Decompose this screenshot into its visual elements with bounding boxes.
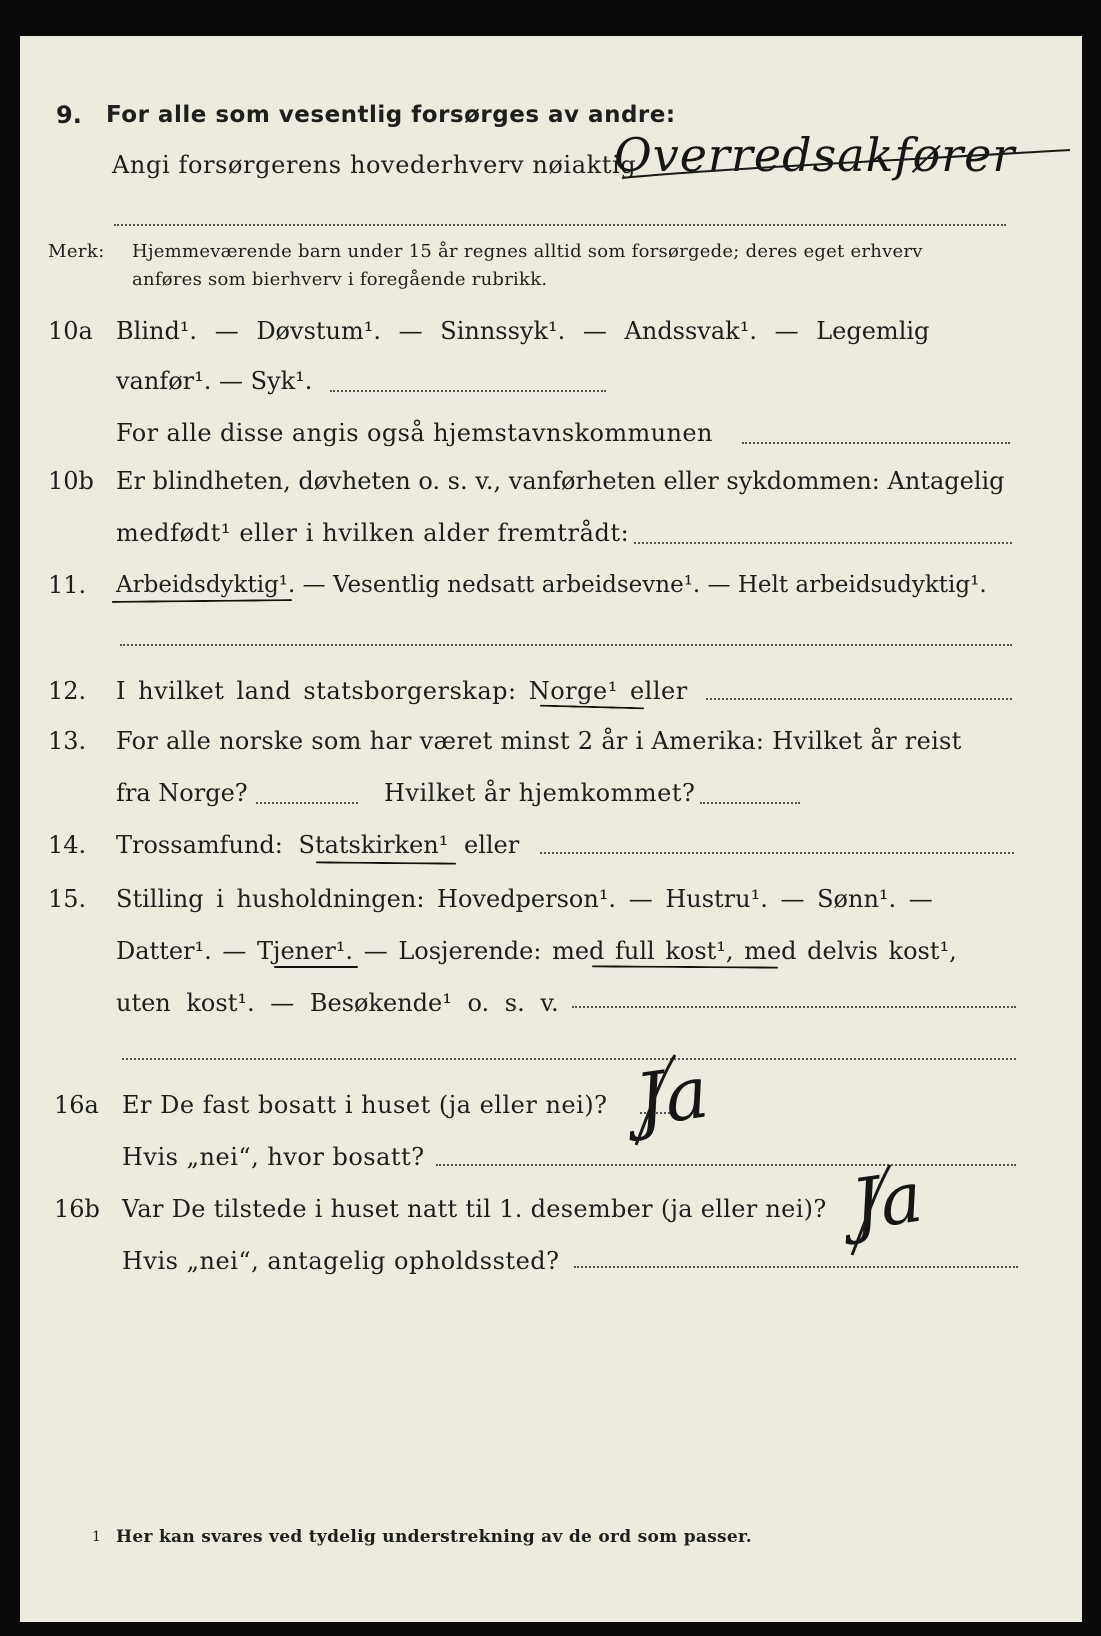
q9-line2: Angi forsørgerens hovederhverv nøiaktig: [112, 151, 637, 179]
q15-line3: uten kost¹. — Besøkende¹ o. s. v.: [116, 989, 559, 1017]
q9-answer-line: [114, 224, 1006, 226]
footnote-mark: 1: [92, 1529, 101, 1545]
q14-line1: Trossamfund: Statskirken¹ eller: [116, 831, 520, 859]
q9-handwritten-answer: Overredsakfører: [614, 128, 1016, 182]
q9-line1: For alle som vesentlig forsørges av andre:: [106, 102, 676, 128]
q16b-handwritten-answer: Ja: [846, 1155, 928, 1247]
q10a-line2-fill: [330, 390, 606, 392]
q11-number: 11.: [48, 571, 87, 599]
q16a-line2-fill: [436, 1164, 1016, 1166]
merk-label: Merk:: [48, 241, 105, 262]
merk-line1: Hjemmeværende barn under 15 år regnes alltid som forsørgede; deres eget erhverv: [132, 241, 923, 262]
q13-line2a: fra Norge?: [116, 779, 248, 807]
q10b-number: 10b: [48, 467, 94, 495]
q11-fill-line: [120, 644, 1012, 646]
q13-line1: For alle norske som har været minst 2 år i Amerika: Hvilket år reist: [116, 727, 962, 755]
q16b-number: 16b: [54, 1195, 100, 1223]
q15-line3-fill: [572, 1006, 1016, 1008]
q10a-line3: For alle disse angis også hjemstavnskommunen: [116, 419, 713, 447]
q15-underline-tjener: [274, 966, 358, 968]
q16a-number: 16a: [54, 1091, 99, 1119]
q10a-line3-fill: [742, 442, 1010, 444]
q16b-line2-fill: [574, 1266, 1018, 1268]
q13-reist-fill: [256, 802, 358, 804]
q10b-line2: medfødt¹ eller i hvilken alder fremtrådt:: [116, 519, 630, 547]
q10a-number: 10a: [48, 317, 93, 345]
q12-fill-line: [706, 698, 1012, 700]
q15-fill-line: [122, 1058, 1016, 1060]
q15-line1: Stilling i husholdningen: Hovedperson¹. — Hustru¹. — Sønn¹. —: [116, 885, 933, 913]
q16a-handwritten-answer: Ja: [630, 1049, 714, 1143]
q16b-line1: Var De tilstede i huset natt til 1. desember (ja eller nei)?: [122, 1195, 827, 1223]
merk-line2: anføres som bierhverv i foregående rubrikk.: [132, 269, 548, 290]
q9-number: 9.: [56, 101, 82, 129]
q12-line1: I hvilket land statsborgerskap: Norge¹ eller: [116, 677, 688, 705]
q13-number: 13.: [48, 727, 87, 755]
q13-line2b: Hvilket år hjemkommet?: [384, 779, 696, 807]
q12-number: 12.: [48, 677, 87, 705]
q10b-line2-fill: [634, 542, 1012, 544]
q10a-line1: Blind¹. — Døvstum¹. — Sinnssyk¹. — Andssvak¹. — Legemlig: [116, 317, 930, 345]
q14-fill-line: [540, 852, 1014, 854]
q10b-line1: Er blindheten, døvheten o. s. v., vanførheten eller sykdommen: Antagelig: [116, 467, 1005, 495]
q16a-line2: Hvis „nei“, hvor bosatt?: [122, 1143, 425, 1171]
q10a-line2: vanfør¹. — Syk¹.: [116, 367, 313, 395]
footnote-text: Her kan svares ved tydelig understrekning av de ord som passer.: [116, 1527, 752, 1547]
q13-hjemkommet-fill: [700, 802, 800, 804]
q16a-line1: Er De fast bosatt i huset (ja eller nei)?: [122, 1091, 608, 1119]
q11-line1: Arbeidsdyktig¹. — Vesentlig nedsatt arbeidsevne¹. — Helt arbeidsudyktig¹.: [116, 572, 987, 598]
q14-number: 14.: [48, 831, 87, 859]
q15-line2: Datter¹. — Tjener¹. — Losjerende: med full kost¹, med delvis kost¹,: [116, 937, 957, 965]
q15-number: 15.: [48, 885, 87, 913]
q16b-line2: Hvis „nei“, antagelig opholdssted?: [122, 1247, 560, 1275]
